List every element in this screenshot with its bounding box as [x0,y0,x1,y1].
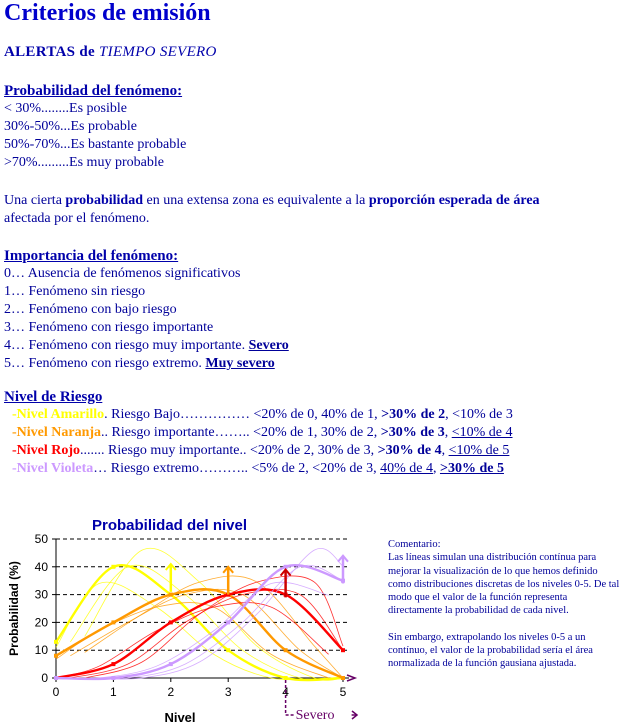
importance-item: 1… Fenómeno sin riesgo [4,284,146,299]
x-tick-label: 0 [52,685,60,699]
importance-item: 4… Fenómeno con riesgo muy importante. Severo [4,338,289,353]
series-point [169,620,173,624]
severo-link[interactable]: Severo [248,338,289,353]
severo-label: Severo [295,708,335,723]
importance-item: 5… Fenómeno con riesgo extremo. Muy severo [4,356,275,371]
risk-row-violeta: -Nivel Violeta… Riesgo extremo……….. <5% de 2, <20% de 3, 40% de 4, >30% de 5 [12,461,504,476]
y-axis-label: Probabilidad (%) [7,561,21,656]
prob-section [4,83,186,172]
prob-heading: Probabilidad del fenómeno: [4,83,183,99]
y-tick-label: 10 [34,643,48,658]
y-tick-label: 20 [34,615,48,630]
prob-item: >70%.........Es muy probable [4,155,164,170]
series-point [226,648,230,652]
probability-paragraph: Una cierta probabilidad en una extensa zona es equivalente a la proporción esperada de área afectada por el fenómeno. [4,193,540,226]
importance-item: 0… Ausencia de fenómenos significativos [4,266,241,281]
x-tick-label: 5 [339,685,347,699]
chart-title: Probabilidad del nivel [92,517,248,534]
series-point [54,654,58,658]
y-tick-label: 50 [34,532,48,546]
y-tick-label: 40 [34,559,48,574]
comment-p1: Las líneas simulan una distribución contínua para mejorar la visualización de lo que hemos definido como distribuciones discretas de los niveles 0-5. De tal modo que el valor de la función representa directamente la probabilidad de cada nivel. [388,552,620,617]
prob-item: 30%-50%...Es probable [4,119,137,134]
risk-heading: Nivel de Riesgo [4,389,103,405]
comment-p2: Sin embargo, extrapolando los niveles 0-5 a un contínuo, el valor de la probabilidad sería el área normalizada de la función gausiana ajustada. [388,631,593,670]
comment-title: Comentario: [388,539,441,550]
x-axis-label: Nivel [164,710,196,725]
series-point [54,640,58,644]
series-point [284,648,288,652]
series-point [226,620,230,624]
series-point [341,676,345,680]
series-point [284,676,288,680]
series-point [111,662,115,666]
risk-section [4,389,513,478]
comment-block [388,538,620,671]
importance-heading: Importancia del fenómeno: [4,248,179,264]
prob-item: < 30%........Es posible [4,101,127,116]
x-tick-label: 2 [167,685,175,699]
series-point [341,648,345,652]
subtitle: ALERTAS de TIEMPO SEVERO [4,44,217,60]
risk-row-amarillo: -Nivel Amarillo. Riesgo Bajo…………… <20% de 0, 40% de 1, >30% de 2, <10% de 3 [12,407,513,422]
y-tick-label: 30 [34,587,48,602]
prob-item: 50%-70%...Es bastante probable [4,137,187,152]
importance-section [4,248,289,373]
series-point [111,565,115,569]
x-tick-label: 1 [110,685,117,699]
series-point [169,593,173,597]
series-point [54,676,58,680]
muy-severo-link[interactable]: Muy severo [205,356,275,371]
series-point [111,676,115,680]
page-title: Criterios de emisión [4,0,211,26]
x-tick-label: 3 [224,685,232,699]
risk-row-naranja: -Nivel Naranja.. Riesgo importante…….. <20% de 1, 30% de 2, >30% de 3, <10% de 4 [12,425,513,440]
risk-row-rojo: -Nivel Rojo....... Riesgo muy importante.. <20% de 2, 30% de 3, >30% de 4, <10% de 5 [12,443,510,458]
probability-chart [0,530,370,727]
series-line [56,589,343,678]
series-point [169,662,173,666]
series-line [56,589,343,678]
importance-item: 2… Fenómeno con bajo riesgo [4,302,177,317]
y-tick-label: 0 [41,671,48,685]
importance-item: 3… Fenómeno con riesgo importante [4,320,214,335]
series-point [111,620,115,624]
x-tick-label: 4 [282,685,289,699]
